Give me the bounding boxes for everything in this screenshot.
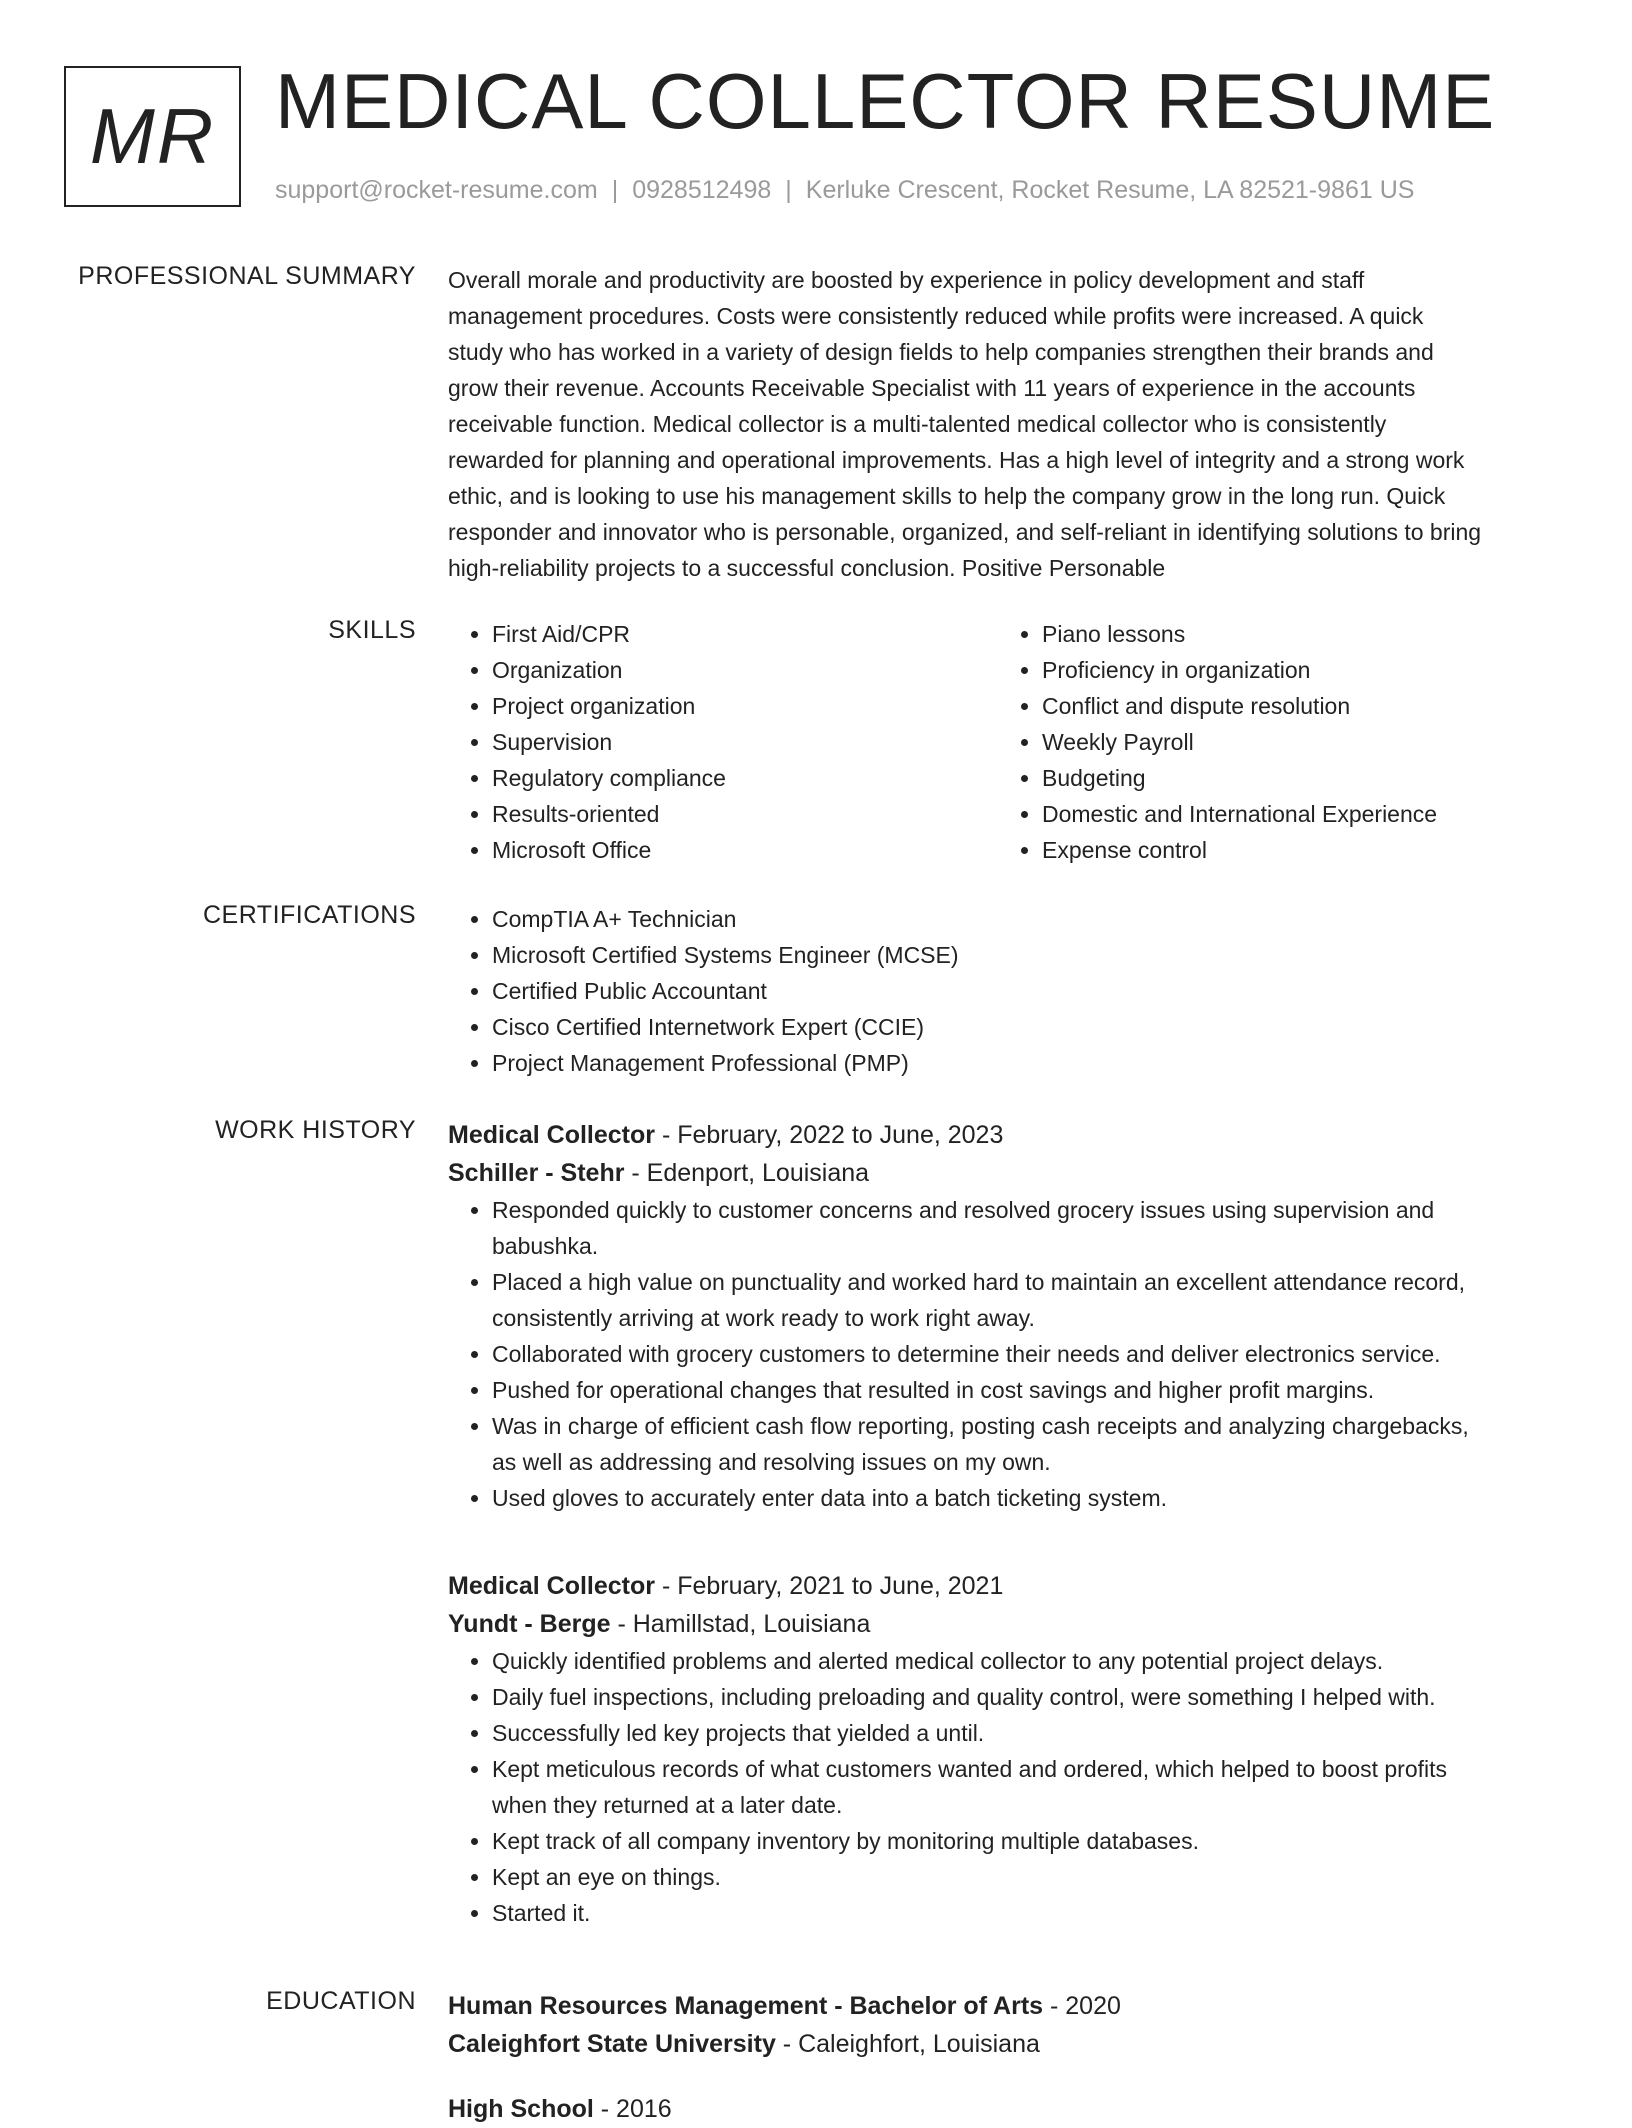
- work-history-heading: WORK HISTORY: [215, 1116, 416, 1144]
- certifications-list: [448, 901, 1568, 1081]
- job-title-line: [448, 1116, 1568, 1154]
- education-year: - 2020: [1043, 1992, 1121, 2020]
- skill-item: • Supervision: [492, 724, 726, 760]
- monogram-logo: MR: [64, 66, 241, 207]
- job-duty: • Collaborated with grocery customers to determine their needs and deliver electronics service.: [492, 1336, 1568, 1372]
- skill-item: • Piano lessons: [1042, 616, 1437, 652]
- contact-address: Kerluke Crescent, Rocket Resume, LA 82521-9861 US: [805, 176, 1415, 204]
- job-title: Medical Collector: [448, 1572, 655, 1600]
- job-title: Medical Collector: [448, 1121, 655, 1149]
- resume-title: MEDICAL COLLECTOR RESUME: [275, 57, 1496, 145]
- skills-list-right: [998, 616, 1437, 868]
- skill-item: • Microsoft Office: [492, 832, 726, 868]
- skill-item: • Weekly Payroll: [1042, 724, 1437, 760]
- job-duties-list: [448, 1643, 1568, 1931]
- skill-item: • Budgeting: [1042, 760, 1437, 796]
- education-degree: Human Resources Management - Bachelor of Arts: [448, 1992, 1044, 2020]
- certification-item: • Microsoft Certified Systems Engineer (MCSE): [492, 937, 1568, 973]
- job-company: Schiller - Stehr: [448, 1159, 625, 1187]
- skill-item: • Organization: [492, 652, 726, 688]
- job-entry: [448, 1116, 1568, 1516]
- skill-item: • Conflict and dispute resolution: [1042, 688, 1437, 724]
- summary-text: Overall morale and productivity are boosted by experience in policy development and staff management procedures. Costs were consistently reduced while profits were increased. A quick study who has worked in a variety of design fields to help companies strengthen their brands and grow their revenue. Accounts Receivable Specialist with 11 years of experience in the accounts receivable function. Medical collector is a multi-talented medical collector who is consistently rewarded for planning and operational improvements. Has a high level of integrity and a strong work ethic, and is looking to use his management skills to help the company grow in the long run. Quick responder and innovator who is personable, organized, and self-reliant in identifying solutions to bring high-reliability projects to a successful conclusion. Positive Personable: [448, 267, 1482, 581]
- education-school: Caleighfort State University: [448, 2030, 776, 2058]
- job-duty: • Kept meticulous records of what customers wanted and ordered, which helped to boost profits when they returned at a later date.: [492, 1751, 1568, 1823]
- certification-item: • Project Management Professional (PMP): [492, 1045, 1568, 1081]
- job-dates: - February, 2021 to June, 2021: [655, 1572, 1004, 1600]
- education-location: - Caleighfort, Louisiana: [775, 2030, 1040, 2058]
- job-duty: • Started it.: [492, 1895, 1568, 1931]
- skill-item: • Expense control: [1042, 832, 1437, 868]
- contact-phone: 0928512498: [632, 176, 772, 204]
- job-duties-list: [448, 1192, 1568, 1516]
- contact-separator: |: [611, 176, 619, 204]
- contact-line: [275, 176, 1414, 205]
- education-entry: [448, 2090, 672, 2128]
- education-heading: EDUCATION: [266, 1987, 416, 2015]
- job-duty: • Kept an eye on things.: [492, 1859, 1568, 1895]
- education-year: - 2016: [593, 2095, 672, 2123]
- certifications-heading: CERTIFICATIONS: [202, 901, 416, 929]
- certification-item: • Certified Public Accountant: [492, 973, 1568, 1009]
- skills-list-left: [448, 616, 726, 868]
- certification-item: • Cisco Certified Internetwork Expert (CCIE): [492, 1009, 1568, 1045]
- summary-heading: PROFESSIONAL SUMMARY: [78, 262, 416, 290]
- education-entry: [448, 1987, 1568, 2063]
- job-duty: • Used gloves to accurately enter data into a batch ticketing system.: [492, 1480, 1568, 1516]
- contact-email: support@rocket-resume.com: [275, 176, 598, 204]
- skill-item: • Results-oriented: [492, 796, 726, 832]
- job-duty: • Placed a high value on punctuality and worked hard to maintain an excellent attendance record, consistently arriving at work ready to work right away.: [492, 1264, 1568, 1336]
- education-degree-line: [448, 1987, 1568, 2025]
- job-duty: • Kept track of all company inventory by monitoring multiple databases.: [492, 1823, 1568, 1859]
- job-location: - Hamillstad, Louisiana: [610, 1610, 871, 1638]
- job-duty: • Successfully led key projects that yielded a until.: [492, 1715, 1568, 1751]
- education-degree: High School: [448, 2095, 594, 2123]
- job-company: Yundt - Berge: [448, 1610, 611, 1638]
- skill-item: • Project organization: [492, 688, 726, 724]
- skill-item: • Proficiency in organization: [1042, 652, 1437, 688]
- job-company-line: [448, 1605, 1568, 1643]
- job-entry: [448, 1567, 1568, 1931]
- job-dates: - February, 2022 to June, 2023: [655, 1121, 1004, 1149]
- job-duty: • Daily fuel inspections, including preloading and quality control, were something I helped with.: [492, 1679, 1568, 1715]
- contact-separator: |: [785, 176, 792, 204]
- job-duty: • Responded quickly to customer concerns and resolved grocery issues using supervision and babushka.: [492, 1192, 1568, 1264]
- skill-item: • Domestic and International Experience: [1042, 796, 1437, 832]
- skill-item: • First Aid/CPR: [492, 616, 726, 652]
- job-duty: • Quickly identified problems and alerted medical collector to any potential project delays.: [492, 1643, 1568, 1679]
- education-school-line: [448, 2025, 1568, 2063]
- job-duty: • Was in charge of efficient cash flow reporting, posting cash receipts and analyzing chargebacks, as well as addressing and resolving issues on my own.: [492, 1408, 1568, 1480]
- job-duty: • Pushed for operational changes that resulted in cost savings and higher profit margins.: [492, 1372, 1568, 1408]
- certification-item: • CompTIA A+ Technician: [492, 901, 1568, 937]
- education-degree-line: [448, 2090, 672, 2128]
- job-location: - Edenport, Louisiana: [624, 1159, 870, 1187]
- skill-item: • Regulatory compliance: [492, 760, 726, 796]
- job-title-line: [448, 1567, 1568, 1605]
- job-company-line: [448, 1154, 1568, 1192]
- skills-heading: SKILLS: [328, 616, 416, 644]
